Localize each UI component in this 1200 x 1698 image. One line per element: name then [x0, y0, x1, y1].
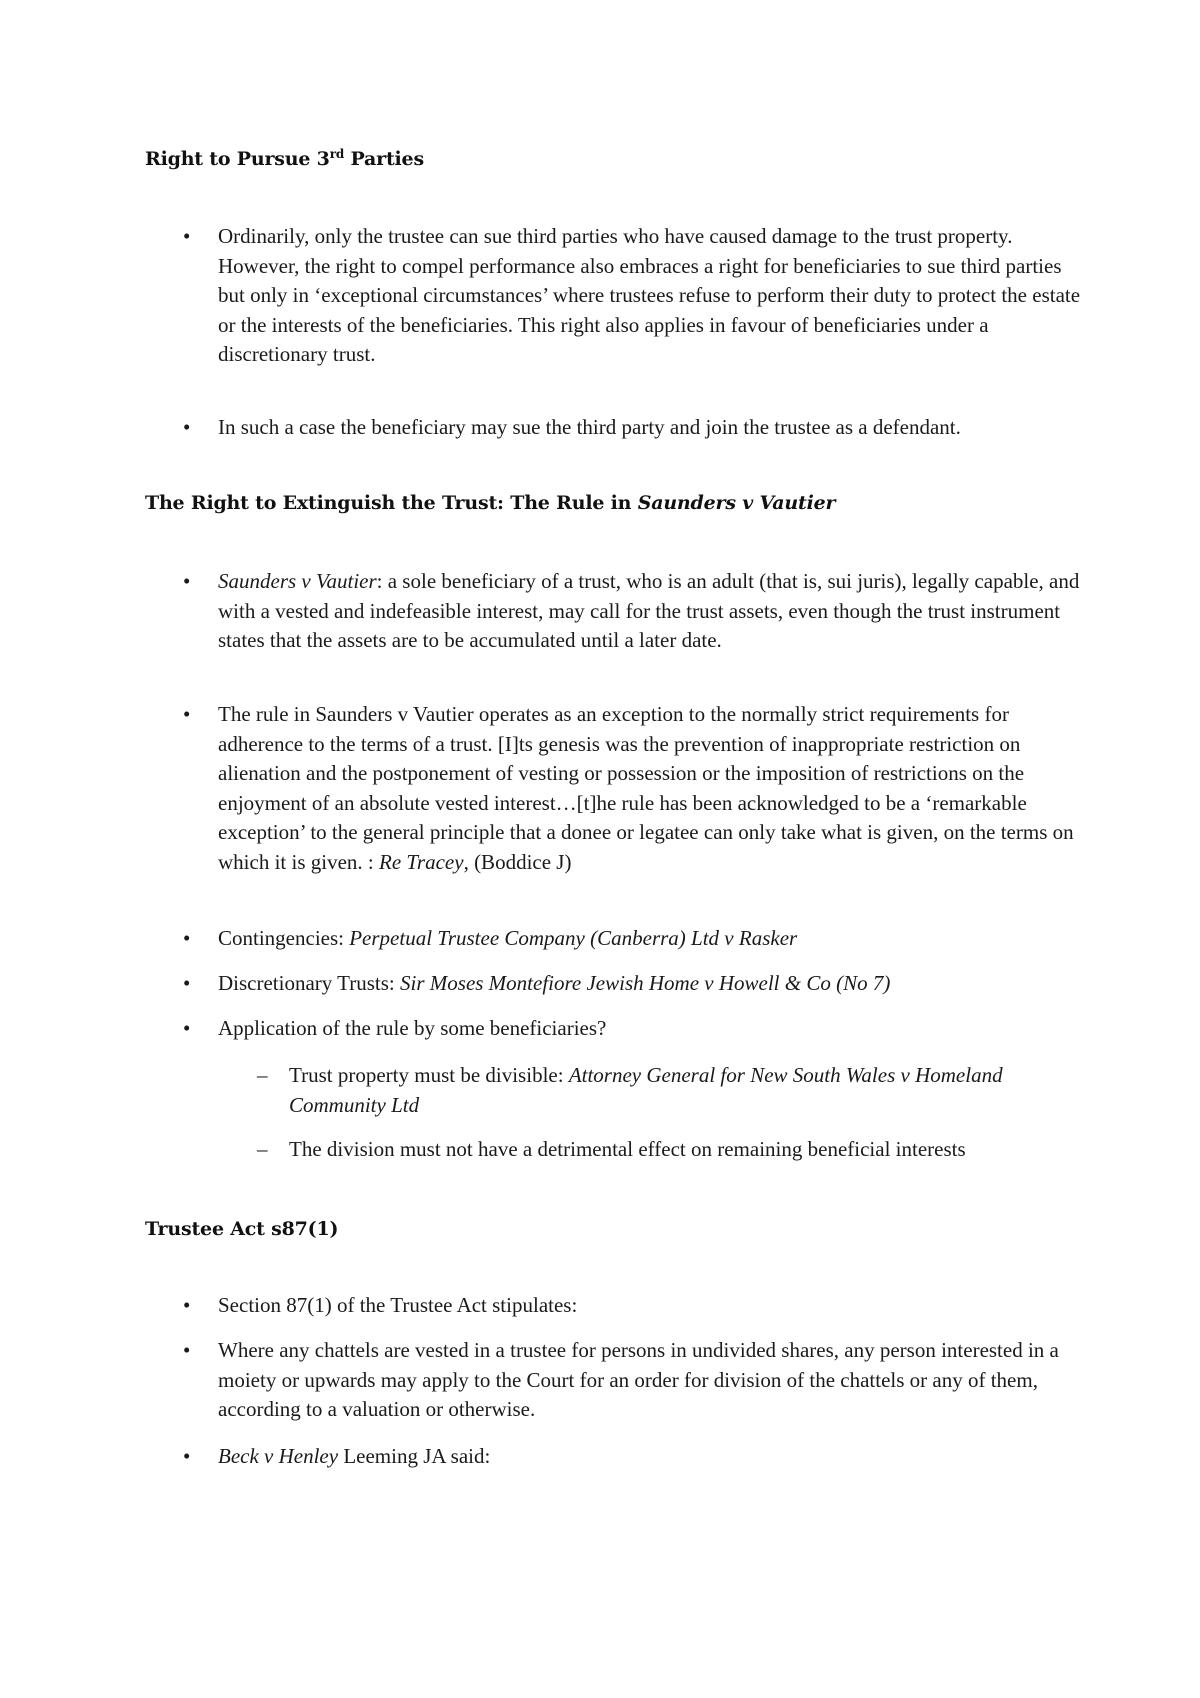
bullet-icon: •	[183, 1338, 191, 1362]
case-name: Beck v Henley	[218, 1444, 339, 1468]
sub-item-text	[289, 1061, 1057, 1120]
bullet-body: Discretionary Trusts:	[218, 971, 401, 995]
bullet-text	[218, 567, 1083, 656]
list-item	[183, 413, 1083, 443]
heading-superscript: rd	[329, 147, 345, 161]
case-name: Saunders v Vautier	[637, 492, 836, 514]
sub-item-body: Trust property must be divisible:	[289, 1063, 569, 1087]
case-name: Saunders v Vautier	[218, 569, 377, 593]
bullet-icon: •	[183, 702, 191, 726]
case-name: Perpetual Trustee Company (Canberra) Ltd v Rasker	[349, 926, 798, 950]
bullet-text	[218, 924, 1083, 954]
case-name: Sir Moses Montefiore Jewish Home v Howell & Co (No 7)	[400, 971, 891, 995]
sub-list-item	[257, 1135, 1057, 1165]
heading-text: Right to Pursue 3	[145, 148, 330, 170]
bullet-text: In such a case the beneficiary may sue the third party and join the trustee as a defendant.	[218, 415, 961, 439]
bullet-text	[218, 700, 1083, 877]
bullet-icon: •	[183, 1016, 191, 1040]
heading-text: The Right to Extinguish the Trust: The Rule in	[145, 492, 638, 514]
list-item	[183, 700, 1083, 877]
bullet-icon: •	[183, 1444, 191, 1468]
list-item	[183, 924, 1083, 954]
list-item	[183, 1336, 1083, 1425]
bullet-body: Leeming JA said:	[338, 1444, 491, 1468]
bullet-text: Ordinarily, only the trustee can sue third parties who have caused damage to the trust property. However, the right to compel performance also embraces a right for beneficiaries to sue third parties but only in ‘exceptional circumstances’ where trustees refuse to perform their duty to protect the estate or the interests of the beneficiaries. This right also applies in favour of beneficiaries under a discretionary trust.	[218, 224, 1081, 366]
bullet-icon: •	[183, 1293, 191, 1317]
case-name: Attorney General for New South Wales v Homeland Community Ltd	[289, 1063, 1003, 1117]
heading-right-to-pursue	[145, 148, 424, 170]
bullet-text: Application of the rule by some beneficiaries?	[218, 1016, 607, 1040]
bullet-icon: •	[183, 569, 191, 593]
list-item	[183, 222, 1083, 370]
bullet-text: Where any chattels are vested in a trustee for persons in undivided shares, any person interested in a moiety or upwards may apply to the Court for an order for division of the chattels or any of them, according to a valuation or otherwise.	[218, 1338, 1059, 1421]
list-item	[183, 1442, 1083, 1472]
heading-text: Parties	[344, 148, 424, 170]
sub-item-text: The division must not have a detrimental effect on remaining beneficial interests	[289, 1137, 966, 1161]
dash-icon: –	[257, 1137, 268, 1161]
bullet-body: , (Boddice J)	[463, 849, 572, 874]
list-item	[183, 1291, 1083, 1321]
bullet-body: Contingencies:	[218, 926, 350, 950]
heading-saunders-v-vautier	[145, 492, 835, 514]
case-name: Re Tracey	[379, 849, 464, 874]
bullet-icon: •	[183, 926, 191, 950]
bullet-text	[218, 1442, 1083, 1472]
sub-list-item	[257, 1061, 1057, 1120]
list-item	[183, 1014, 1083, 1044]
bullet-text: Section 87(1) of the Trustee Act stipulates:	[218, 1293, 578, 1317]
list-item	[183, 567, 1083, 656]
bullet-icon: •	[183, 971, 191, 995]
heading-trustee-act: Trustee Act s87(1)	[145, 1218, 339, 1240]
bullet-body: : a sole beneficiary of a trust, who is an adult (that is, sui juris), legally capable, and with a vested and indefeasible interest, may call for the trust assets, even though the trust instrument states that the assets are to be accumulated until a later date.	[218, 569, 1080, 652]
bullet-icon: •	[183, 224, 191, 248]
bullet-icon: •	[183, 415, 191, 439]
list-item	[183, 969, 1083, 999]
dash-icon: –	[257, 1063, 268, 1087]
bullet-body: The rule in Saunders v Vautier operates as an exception to the normally strict requirements for adherence to the terms of a trust. [I]ts genesis was the prevention of inappropriate restriction on alienation and the postponement of vesting or possession or the imposition of restrictions on the enjoyment of an absolute vested interest…[t]he rule has been acknowledged to be a ‘remarkable exception’ to the general principle that a donee or legatee can only take what is given, on the terms on which it is given. :	[218, 702, 1074, 874]
bullet-text	[218, 969, 1083, 999]
